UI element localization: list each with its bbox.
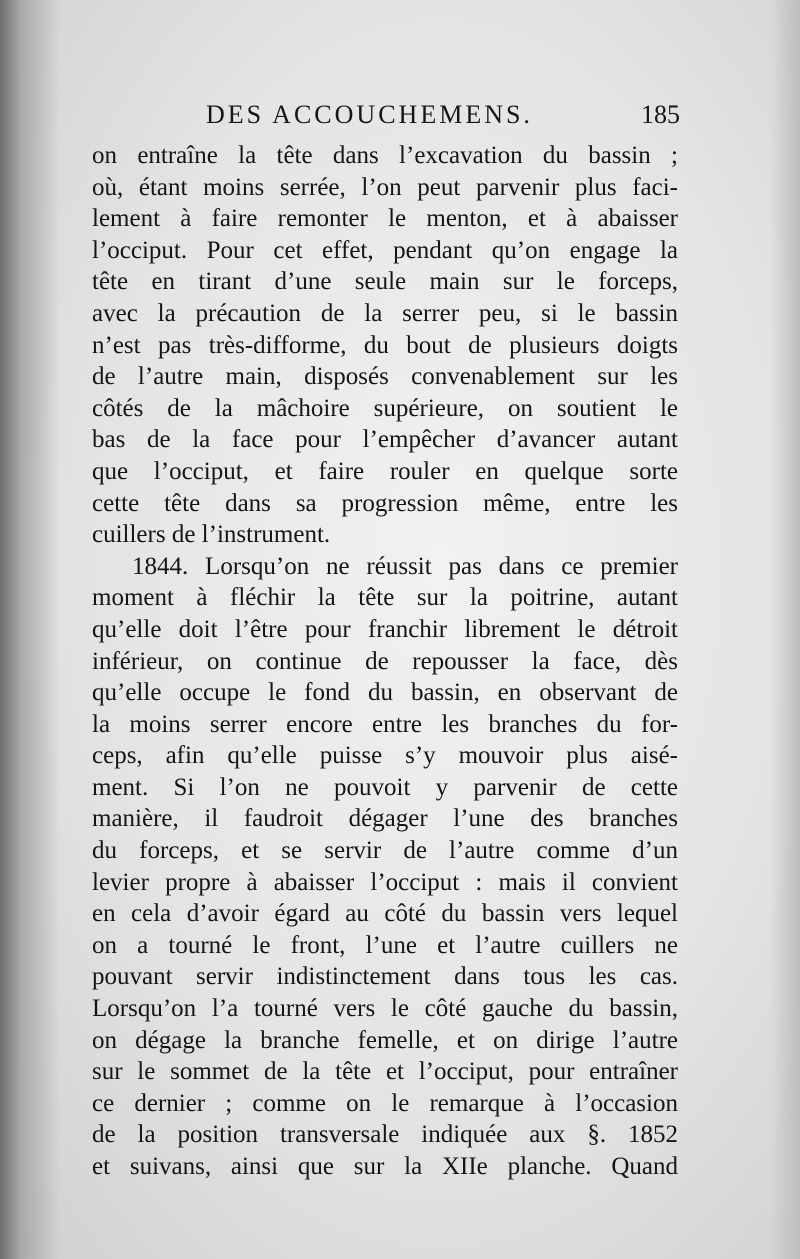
text-line: on dégage la branche femelle, et on dirige l’autre bbox=[92, 1026, 678, 1054]
text-line: la moins serrer encore entre les branches du for- bbox=[92, 710, 678, 738]
text-line: inférieur, on continue de repousser la face, dès bbox=[92, 647, 678, 675]
text-line: où, étant moins serrée, l’on peut parvenir plus faci- bbox=[92, 173, 678, 201]
text-line: du forceps, et se servir de l’autre comme d’un bbox=[92, 837, 678, 865]
text-line: on a tourné le front, l’une et l’autre cuillers ne bbox=[92, 931, 678, 959]
page-header bbox=[206, 100, 680, 134]
text-line: de la position transversale indiquée aux §. 1852 bbox=[92, 1121, 678, 1149]
text-line: cette tête dans sa progression même, entre les bbox=[92, 489, 678, 517]
text-line: lement à faire remonter le menton, et à abaisser bbox=[92, 205, 678, 233]
text-line: ment. Si l’on ne pouvoit y parvenir de cette bbox=[92, 773, 678, 801]
text-line: n’est pas très-difforme, du bout de plusieurs doigts bbox=[92, 331, 678, 359]
text-line: sur le sommet de la tête et l’occiput, pour entraîner bbox=[92, 1058, 678, 1086]
text-line: que l’occiput, et faire rouler en quelque sorte bbox=[92, 457, 678, 485]
text-line: bas de la face pour l’empêcher d’avancer autant bbox=[92, 426, 678, 454]
text-line: on entraîne la tête dans l’excavation du bassin ; bbox=[92, 142, 678, 169]
page-number: 185 bbox=[641, 100, 680, 129]
text-line: Lorsqu’on l’a tourné vers le côté gauche du bassin, bbox=[92, 995, 678, 1023]
text-line: 1844. Lorsqu’on ne réussit pas dans ce premier bbox=[132, 552, 678, 580]
text-line: en cela d’avoir égard au côté du bassin vers lequel bbox=[92, 900, 678, 928]
text-line: pouvant servir indistinctement dans tous les cas. bbox=[92, 963, 678, 991]
running-title: DES ACCOUCHEMENS. bbox=[206, 100, 533, 129]
text-line: tête en tirant d’une seule main sur le forceps, bbox=[92, 268, 678, 296]
text-line: moment à fléchir la tête sur la poitrine, autant bbox=[92, 584, 678, 612]
page-edge bbox=[770, 0, 800, 1259]
body-text bbox=[92, 140, 678, 1183]
text-line: et suivans, ainsi que sur la XIIe planche. Quand bbox=[92, 1153, 678, 1180]
text-line: qu’elle doit l’être pour franchir librement le détroit bbox=[92, 615, 678, 643]
text-line: qu’elle occupe le fond du bassin, en observant de bbox=[92, 679, 678, 707]
text-line: levier propre à abaisser l’occiput : mais il convient bbox=[92, 868, 678, 896]
text-line: ceps, afin qu’elle puisse s’y mouvoir plus aisé- bbox=[92, 742, 678, 770]
text-line: côtés de la mâchoire supérieure, on soutient le bbox=[92, 394, 678, 422]
text-line: cuillers de l’instrument. bbox=[92, 521, 331, 549]
text-line: l’occiput. Pour cet effet, pendant qu’on engage la bbox=[92, 236, 678, 264]
text-line: manière, il faudroit dégager l’une des branches bbox=[92, 805, 678, 833]
text-line: de l’autre main, disposés convenablement sur les bbox=[92, 363, 678, 391]
binding-shadow bbox=[0, 0, 60, 1259]
text-line: avec la précaution de la serrer peu, si le bassin bbox=[92, 299, 678, 327]
text-line: ce dernier ; comme on le remarque à l’occasion bbox=[92, 1089, 678, 1117]
